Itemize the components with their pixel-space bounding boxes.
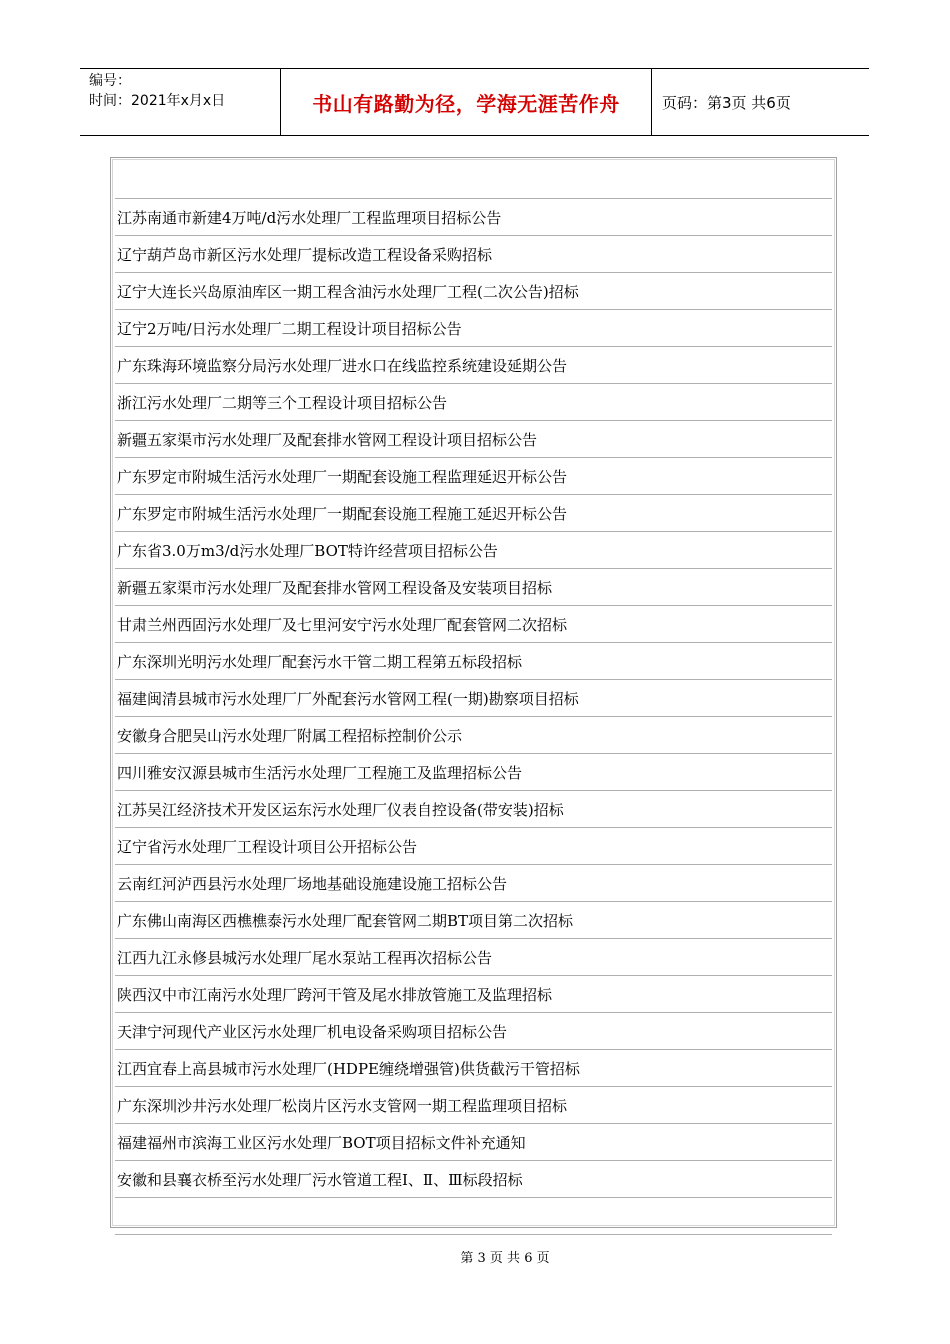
page-header	[80, 68, 869, 136]
list-item: 广东佛山南海区西樵樵泰污水处理厂配套管网二期BT项目第二次招标	[115, 902, 832, 939]
list-item: 福建福州市滨海工业区污水处理厂BOT项目招标文件补充通知	[115, 1124, 832, 1161]
list-item: 福建闽清县城市污水处理厂厂外配套污水管网工程(一期)勘察项目招标	[115, 680, 832, 717]
page-footer: 第 3 页 共 6 页	[460, 1251, 550, 1266]
list-item: 辽宁省污水处理厂工程设计项目公开招标公告	[115, 828, 832, 865]
list-item: 新疆五家渠市污水处理厂及配套排水管网工程设备及安装项目招标	[115, 569, 832, 606]
list-item: 江苏吴江经济技术开发区运东污水处理厂仪表自控设备(带安装)招标	[115, 791, 832, 828]
list-item: 辽宁葫芦岛市新区污水处理厂提标改造工程设备采购招标	[115, 236, 832, 273]
list-item: 广东珠海环境监察分局污水处理厂进水口在线监控系统建设延期公告	[115, 347, 832, 384]
list-item: 广东深圳光明污水处理厂配套污水干管二期工程第五标段招标	[115, 643, 832, 680]
list-item: 陕西汉中市江南污水处理厂跨河干管及尾水排放管施工及监理招标	[115, 976, 832, 1013]
tender-list-table	[110, 157, 837, 1228]
list-item: 江苏南通市新建4万吨/d污水处理厂工程监理项目招标公告	[115, 199, 832, 236]
list-item: 浙江污水处理厂二期等三个工程设计项目招标公告	[115, 384, 832, 421]
list-item: 广东罗定市附城生活污水处理厂一期配套设施工程施工延迟开标公告	[115, 495, 832, 532]
list-item: 安徽身合肥吴山污水处理厂附属工程招标控制价公示	[115, 717, 832, 754]
list-item: 天津宁河现代产业区污水处理厂机电设备采购项目招标公告	[115, 1013, 832, 1050]
list-item: 四川雅安汉源县城市生活污水处理厂工程施工及监理招标公告	[115, 754, 832, 791]
list-item: 广东深圳沙井污水处理厂松岗片区污水支管网一期工程监理项目招标	[115, 1087, 832, 1124]
number-label: 编号：	[89, 73, 131, 89]
time-label: 时间：2021年x月x日	[89, 93, 226, 109]
list-item: 辽宁2万吨/日污水处理厂二期工程设计项目招标公告	[115, 310, 832, 347]
list-item: 安徽和县襄衣桥至污水处理厂污水管道工程Ⅰ、Ⅱ、Ⅲ标段招标	[115, 1161, 832, 1198]
list-item: 江西宜春上高县城市污水处理厂(HDPE缠绕增强管)供货截污干管招标	[115, 1050, 832, 1087]
header-page-code: 页码：第3页 共6页	[662, 93, 791, 112]
list-item: 广东省3.0万m3/d污水处理厂BOT特许经营项目招标公告	[115, 532, 832, 569]
list-item: 辽宁大连长兴岛原油库区一期工程含油污水处理厂工程(二次公告)招标	[115, 273, 832, 310]
list-item	[115, 162, 832, 199]
list-item: 新疆五家渠市污水处理厂及配套排水管网工程设计项目招标公告	[115, 421, 832, 458]
list-item	[115, 1198, 832, 1235]
header-motto: 书山有路勤为径，学海无涯苦作舟	[281, 69, 652, 135]
header-meta	[80, 69, 281, 135]
list-item: 甘肃兰州西固污水处理厂及七里河安宁污水处理厂配套管网二次招标	[115, 606, 832, 643]
list-item: 云南红河泸西县污水处理厂场地基础设施建设施工招标公告	[115, 865, 832, 902]
list-item: 江西九江永修县城污水处理厂尾水泵站工程再次招标公告	[115, 939, 832, 976]
list-item: 广东罗定市附城生活污水处理厂一期配套设施工程监理延迟开标公告	[115, 458, 832, 495]
